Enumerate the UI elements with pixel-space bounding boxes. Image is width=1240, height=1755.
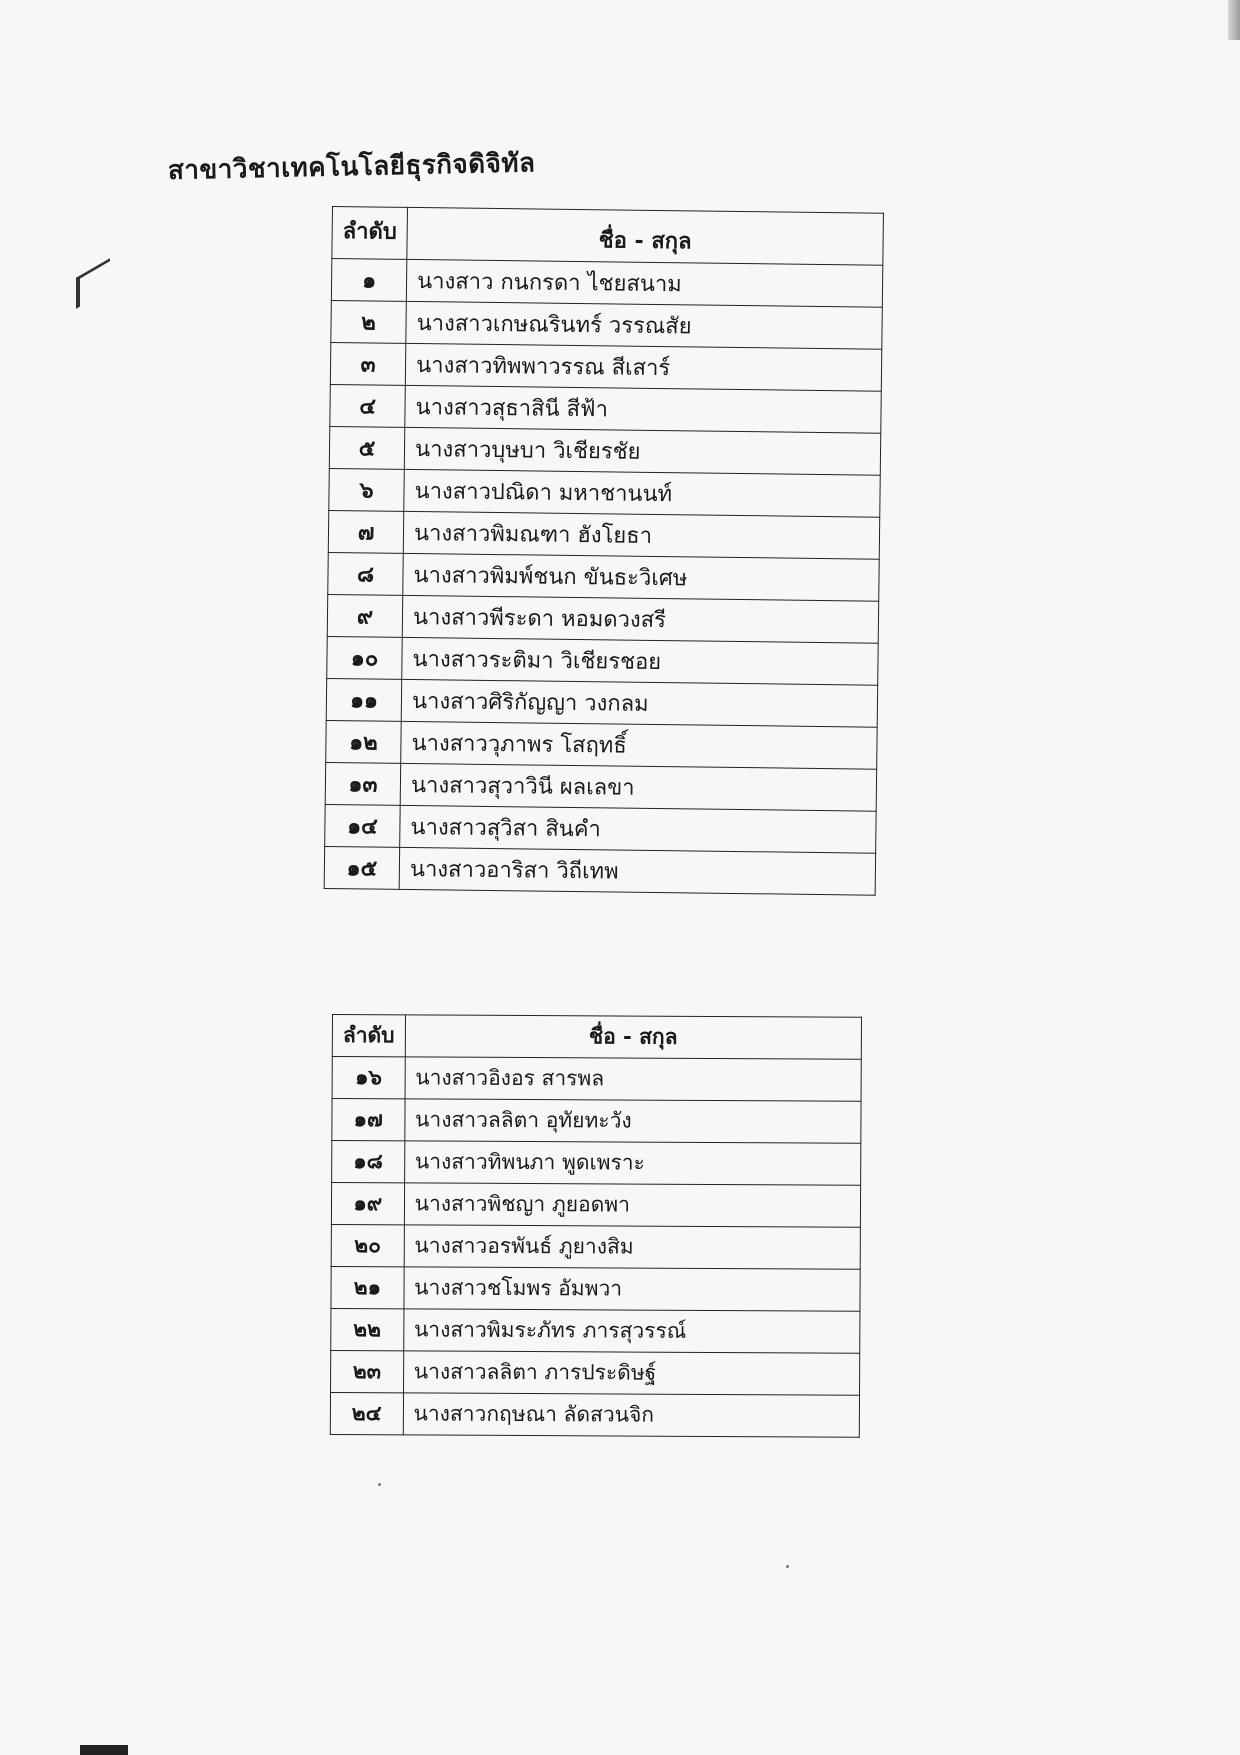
row-full-name: นางสาวพีระดา หอมดวงสรี bbox=[402, 595, 878, 643]
table-header-row bbox=[332, 207, 884, 266]
row-full-name: นางสาว กนกรดา ไชยสนาม bbox=[406, 259, 882, 307]
table-row bbox=[325, 762, 876, 811]
row-full-name: นางสาวพิมณฑา ฮังโยธา bbox=[403, 511, 879, 559]
table-row bbox=[332, 1099, 861, 1144]
row-order-number: ๒๓ bbox=[331, 1350, 404, 1392]
table-row bbox=[331, 259, 882, 308]
table-body-1 bbox=[324, 259, 883, 896]
table-row bbox=[324, 846, 875, 895]
header-full-name: ชื่อ - สกุล bbox=[405, 1015, 862, 1059]
row-full-name: นางสาวพิมระภัทร ภารสุวรรณ์ bbox=[403, 1309, 860, 1353]
scan-speck bbox=[378, 1483, 381, 1486]
scan-artifact-bar bbox=[80, 1745, 128, 1755]
row-order-number: ๑๘ bbox=[332, 1141, 405, 1183]
table-row bbox=[326, 720, 877, 769]
row-order-number: ๑๐ bbox=[327, 636, 403, 679]
row-order-number: ๓ bbox=[330, 342, 406, 385]
row-full-name: นางสาวเกษณรินทร์ วรรณสัย bbox=[406, 301, 882, 349]
table-row bbox=[331, 1224, 860, 1269]
row-order-number: ๒ bbox=[331, 300, 407, 343]
row-order-number: ๑๕ bbox=[324, 846, 400, 889]
row-full-name: นางสาวอรพันธ์ ภูยางสิม bbox=[404, 1225, 861, 1269]
table-row bbox=[329, 468, 880, 517]
row-order-number: ๕ bbox=[329, 426, 405, 469]
row-order-number: ๑๔ bbox=[325, 804, 401, 847]
header-order-number: ลำดับ bbox=[332, 1015, 405, 1057]
row-full-name: นางสาวศิริกัญญา วงกลม bbox=[401, 679, 877, 727]
page-edge-shadow bbox=[1228, 0, 1240, 40]
row-full-name: นางสาวลลิตา ภารประดิษฐ์ bbox=[403, 1351, 860, 1395]
row-order-number: ๑ bbox=[331, 259, 407, 302]
row-full-name: นางสาวชโมพร อัมพวา bbox=[404, 1267, 861, 1311]
table-row bbox=[325, 804, 876, 853]
row-order-number: ๑๗ bbox=[332, 1099, 405, 1141]
row-order-number: ๔ bbox=[330, 384, 406, 427]
row-full-name: นางสาวทิพพาวรรณ สีเสาร์ bbox=[405, 343, 881, 391]
table-body-2 bbox=[330, 1057, 861, 1438]
row-order-number: ๒๐ bbox=[331, 1224, 404, 1266]
row-order-number: ๗ bbox=[328, 510, 404, 553]
table-row bbox=[329, 426, 880, 475]
row-full-name: นางสาวพิชญา ภูยอดพา bbox=[404, 1183, 861, 1227]
table-row bbox=[328, 510, 879, 559]
row-full-name: นางสาวสุวิสา สินคำ bbox=[400, 805, 876, 853]
table-row bbox=[326, 678, 877, 727]
row-order-number: ๑๓ bbox=[325, 762, 401, 805]
row-order-number: ๑๑ bbox=[326, 678, 402, 721]
row-order-number: ๒๔ bbox=[330, 1392, 403, 1434]
row-full-name: นางสาวปณิดา มหาชานนท์ bbox=[404, 469, 880, 517]
scan-speck bbox=[786, 1565, 789, 1568]
row-order-number: ๙ bbox=[327, 594, 403, 637]
table-row bbox=[331, 1183, 860, 1228]
table-row bbox=[331, 1308, 860, 1353]
table-header-row bbox=[332, 1015, 861, 1060]
scan-artifact-mark bbox=[76, 258, 110, 309]
row-order-number: ๑๒ bbox=[326, 720, 402, 763]
header-order-number: ลำดับ bbox=[332, 207, 408, 260]
table-row bbox=[327, 594, 878, 643]
table-row bbox=[332, 1141, 861, 1186]
row-order-number: ๑๙ bbox=[331, 1183, 404, 1225]
row-order-number: ๒๒ bbox=[331, 1308, 404, 1350]
row-order-number: ๘ bbox=[328, 552, 404, 595]
table-row bbox=[331, 1350, 860, 1395]
table-row bbox=[330, 384, 881, 433]
row-full-name: นางสาววุภาพร โสฤทธิ์ bbox=[401, 721, 877, 769]
table-row bbox=[330, 1392, 859, 1437]
row-order-number: ๖ bbox=[329, 468, 405, 511]
row-full-name: นางสาวอิงอร สารพล bbox=[405, 1057, 862, 1101]
row-full-name: นางสาวลลิตา อุทัยทะวัง bbox=[404, 1099, 861, 1143]
table-row bbox=[331, 1266, 860, 1311]
row-full-name: นางสาวสุวาวินี ผลเลขา bbox=[400, 763, 876, 811]
table-row bbox=[328, 552, 879, 601]
page-title: สาขาวิชาเทคโนโลยีธุรกิจดิจิทัล bbox=[167, 148, 536, 186]
table-row bbox=[330, 342, 881, 391]
row-full-name: นางสาวอาริสา วิถีเทพ bbox=[399, 847, 875, 895]
row-full-name: นางสาวทิพนภา พูดเพราะ bbox=[404, 1141, 861, 1185]
row-full-name: นางสาวบุษบา วิเชียรชัย bbox=[404, 427, 880, 475]
row-order-number: ๑๖ bbox=[332, 1057, 405, 1099]
row-full-name: นางสาวสุธาสินี สีฟ้า bbox=[405, 385, 881, 433]
table-row bbox=[331, 300, 882, 349]
row-order-number: ๒๑ bbox=[331, 1266, 404, 1308]
table-row bbox=[327, 636, 878, 685]
table-row bbox=[332, 1057, 861, 1102]
header-full-name: ชื่อ - สกุล bbox=[407, 207, 884, 265]
row-full-name: นางสาวระติมา วิเชียรชอย bbox=[402, 637, 878, 685]
student-table-1 bbox=[324, 206, 884, 896]
row-full-name: นางสาวกฤษณา ลัดสวนจิก bbox=[403, 1393, 860, 1437]
row-full-name: นางสาวพิมพ์ชนก ขันธะวิเศษ bbox=[403, 553, 879, 601]
student-table-2 bbox=[330, 1014, 862, 1438]
